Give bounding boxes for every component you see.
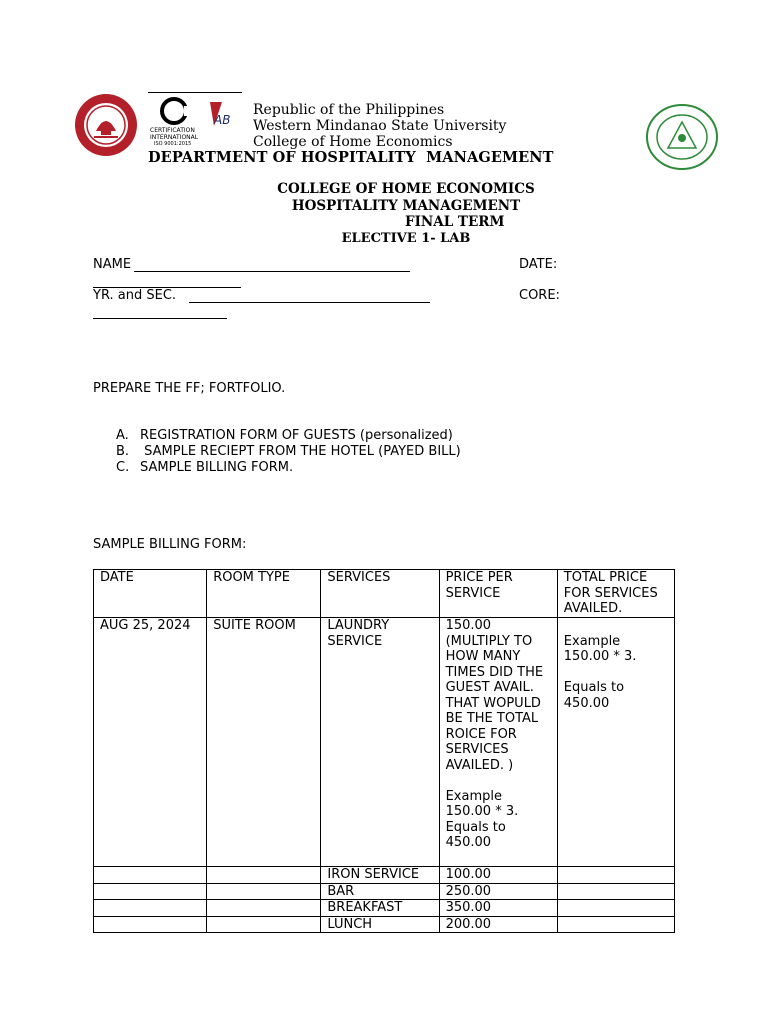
cell-service: LAUNDRY SERVICE [321, 618, 439, 867]
list-item: C. SAMPLE BILLING FORM. [116, 460, 294, 475]
list-item: B. SAMPLE RECIEPT FROM THE HOTEL (PAYED BILL) [116, 444, 461, 459]
cell-room [207, 867, 321, 884]
cell-room: SUITE ROOM [207, 618, 321, 867]
table-row [94, 900, 675, 917]
billing-form-label: SAMPLE BILLING FORM: [93, 537, 247, 552]
yr-sec-label: YR. and SEC. [93, 288, 177, 303]
table-row [94, 867, 675, 884]
cell-price: 200.00 [439, 916, 557, 933]
cell-total [557, 867, 674, 884]
cell-service: BAR [321, 883, 439, 900]
portfolio-intro: PREPARE THE FF; FORTFOLIO. [93, 381, 286, 396]
svg-text:AB: AB [214, 113, 231, 127]
title-college: COLLEGE OF HOME ECONOMICS [277, 181, 535, 197]
department-title: DEPARTMENT OF HOSPITALITY MANAGEMENT [148, 149, 554, 166]
cell-date [94, 867, 207, 884]
col-header-total: TOTAL PRICE FOR SERVICES AVAILED. [557, 570, 674, 618]
cell-service: LUNCH [321, 916, 439, 933]
cert-iso: ISO 9001:2015 [154, 141, 192, 147]
cert-text-2: INTERNATIONAL [150, 134, 199, 141]
table-row [94, 883, 675, 900]
cell-price: 350.00 [439, 900, 557, 917]
header-line-2: Western Mindanao State University [253, 118, 507, 134]
header-line-3: College of Home Economics [253, 134, 453, 150]
title-course: ELECTIVE 1- LAB [341, 231, 471, 246]
cell-service: BREAKFAST [321, 900, 439, 917]
title-term: FINAL TERM [405, 214, 505, 230]
list-item: A. REGISTRATION FORM OF GUESTS (personalized) [116, 428, 453, 443]
cell-price: 250.00 [439, 883, 557, 900]
col-header-date: DATE [94, 570, 207, 618]
cell-total [557, 900, 674, 917]
cell-date: AUG 25, 2024 [94, 618, 207, 867]
title-program: HOSPITALITY MANAGEMENT [291, 198, 521, 214]
certification-logo [148, 92, 242, 150]
cert-text-1: CERTIFICATION [150, 127, 195, 134]
cell-total [557, 883, 674, 900]
name-label: NAME [93, 257, 132, 272]
cell-total [557, 916, 674, 933]
core-field[interactable] [93, 318, 227, 319]
header-line-1: Republic of the Philippines [253, 102, 445, 118]
cell-room [207, 883, 321, 900]
cell-room [207, 900, 321, 917]
cell-total: Example 150.00 * 3. Equals to 450.00 [557, 618, 674, 867]
col-header-room-type: ROOM TYPE [207, 570, 321, 618]
table-row [94, 618, 675, 867]
core-label: CORE: [519, 288, 560, 303]
cell-date [94, 900, 207, 917]
portfolio-list [116, 428, 461, 476]
table-row [94, 916, 675, 933]
wmsu-seal-logo [74, 93, 138, 157]
name-field[interactable] [134, 271, 410, 272]
cell-date [94, 883, 207, 900]
cell-price: 100.00 [439, 867, 557, 884]
cell-service: IRON SERVICE [321, 867, 439, 884]
billing-table [93, 569, 675, 933]
cell-price: 150.00 (MULTIPLY TO HOW MANY TIMES DID THE GUEST AVAIL. THAT WOPULD BE THE TOTAL ROICE FOR SERVICES AVAILED. ) Example 150.00 * 3. Equals to 450.00 [439, 618, 557, 867]
cell-room [207, 916, 321, 933]
col-header-price: PRICE PER SERVICE [439, 570, 557, 618]
table-header-row [94, 570, 675, 618]
date-label: DATE: [519, 257, 558, 272]
cell-date [94, 916, 207, 933]
college-seal-logo [646, 104, 718, 170]
yr-sec-field[interactable] [189, 302, 430, 303]
col-header-services: SERVICES [321, 570, 439, 618]
